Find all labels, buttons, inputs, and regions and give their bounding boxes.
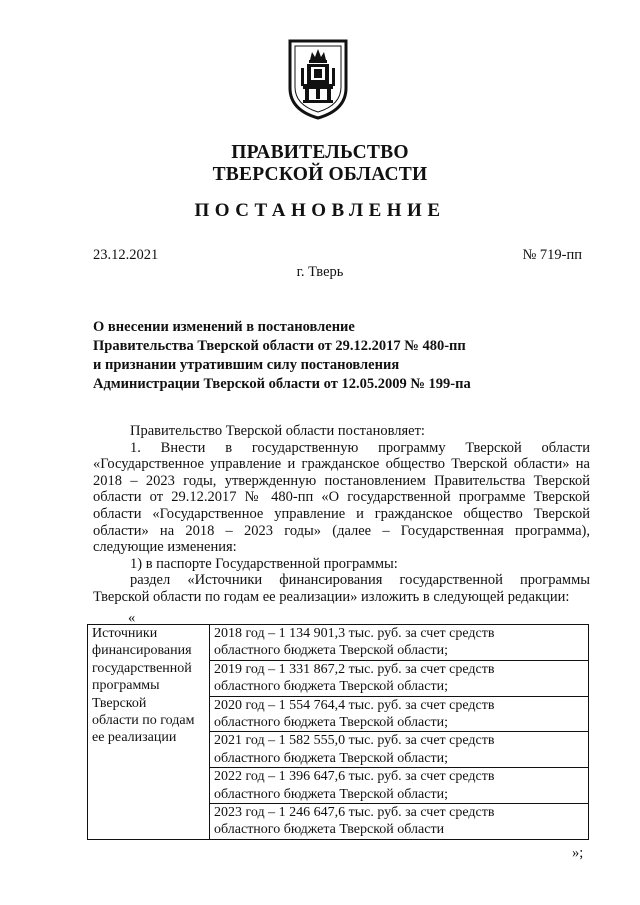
financing-year-entry xyxy=(214,697,584,733)
subject-line: и признании утратившим силу постановления xyxy=(93,357,400,373)
year-amount-line: 2018 год – 1 134 901,3 тыс. руб. за счет средств xyxy=(214,626,495,641)
financing-year-entry xyxy=(214,768,584,804)
document-date: 23.12.2021 xyxy=(93,247,159,263)
body-paragraph: 1) в паспорте Государственной программы: xyxy=(130,555,398,572)
label-line: Тверской xyxy=(92,695,147,711)
financing-table xyxy=(87,624,589,840)
financing-year-entry xyxy=(214,625,584,661)
label-line: программы xyxy=(92,678,160,694)
financing-year-entry xyxy=(214,732,584,768)
coat-of-arms-icon xyxy=(286,38,350,120)
budget-source-line: областного бюджета Тверской области xyxy=(214,822,445,838)
opening-quote: « xyxy=(128,610,136,626)
subject-line: Администрации Тверской области от 12.05.2009 № 199-па xyxy=(93,376,471,392)
year-amount-line: 2022 год – 1 396 647,6 тыс. руб. за счет средств xyxy=(214,769,495,785)
budget-source-line: областного бюджета Тверской области; xyxy=(210,750,588,768)
year-amount-line: 2023 год – 1 246 647,6 тыс. руб. за счет средств xyxy=(214,805,495,821)
document-city: г. Тверь xyxy=(296,264,344,280)
year-amount-line: 2021 год – 1 582 555,0 тыс. руб. за счет средств xyxy=(214,733,495,749)
label-line: финансирования xyxy=(92,643,192,659)
document-subject xyxy=(93,318,553,394)
government-name-line1: ПРАВИТЕЛЬСТВО xyxy=(231,142,409,163)
label-line: области по годам xyxy=(92,713,195,729)
label-line: ее реализации xyxy=(92,730,177,746)
budget-source-line: областного бюджета Тверской области; xyxy=(210,786,588,804)
document-number: № 719-пп xyxy=(522,247,582,263)
budget-source-line: областного бюджета Тверской области; xyxy=(210,714,588,732)
label-line: государственной xyxy=(92,660,192,676)
body-paragraph: 1. Внести в государственную программу Тверской области «Государственное управление и гражданское общество Тверской области» на 2018 – 2023 годы, утвержденную постановлением Правительства Тверской области от 29.12.2017 № 480-пп «О государственной программе Тверской области «Государственное управление и гражданское общество Тверской области» на 2018 – 2023 годы» (далее – Государственная программа), следующие изменения: xyxy=(93,439,590,556)
subject-line: О внесении изменений в постановление xyxy=(93,319,355,335)
financing-year-entry xyxy=(214,804,584,839)
closing-quote: »; xyxy=(572,845,584,861)
financing-year-entry xyxy=(214,661,584,697)
year-amount-line: 2020 год – 1 554 764,4 тыс. руб. за счет средств xyxy=(214,697,495,713)
government-title xyxy=(0,142,640,186)
document-type: ПОСТАНОВЛЕНИЕ xyxy=(194,200,446,221)
budget-source-line: областного бюджета Тверской области; xyxy=(210,642,588,660)
year-amount-line: 2019 год – 1 331 867,2 тыс. руб. за счет средств xyxy=(214,661,495,677)
government-name-line2: ТВЕРСКОЙ ОБЛАСТИ xyxy=(212,164,428,185)
budget-source-line: областного бюджета Тверской области; xyxy=(210,678,588,696)
financing-label-cell xyxy=(88,625,210,840)
subject-line: Правительства Тверской области от 29.12.2017 № 480-пп xyxy=(93,338,466,354)
table-row xyxy=(88,625,589,840)
body-paragraph: раздел «Источники финансирования государственной программы Тверской области по годам ее реализации» изложить в следующей редакции: xyxy=(93,572,590,605)
financing-values-cell xyxy=(210,625,589,840)
label-line: Источники xyxy=(92,626,158,641)
document-body xyxy=(93,423,590,606)
body-paragraph: Правительство Тверской области постановляет: xyxy=(130,423,425,439)
